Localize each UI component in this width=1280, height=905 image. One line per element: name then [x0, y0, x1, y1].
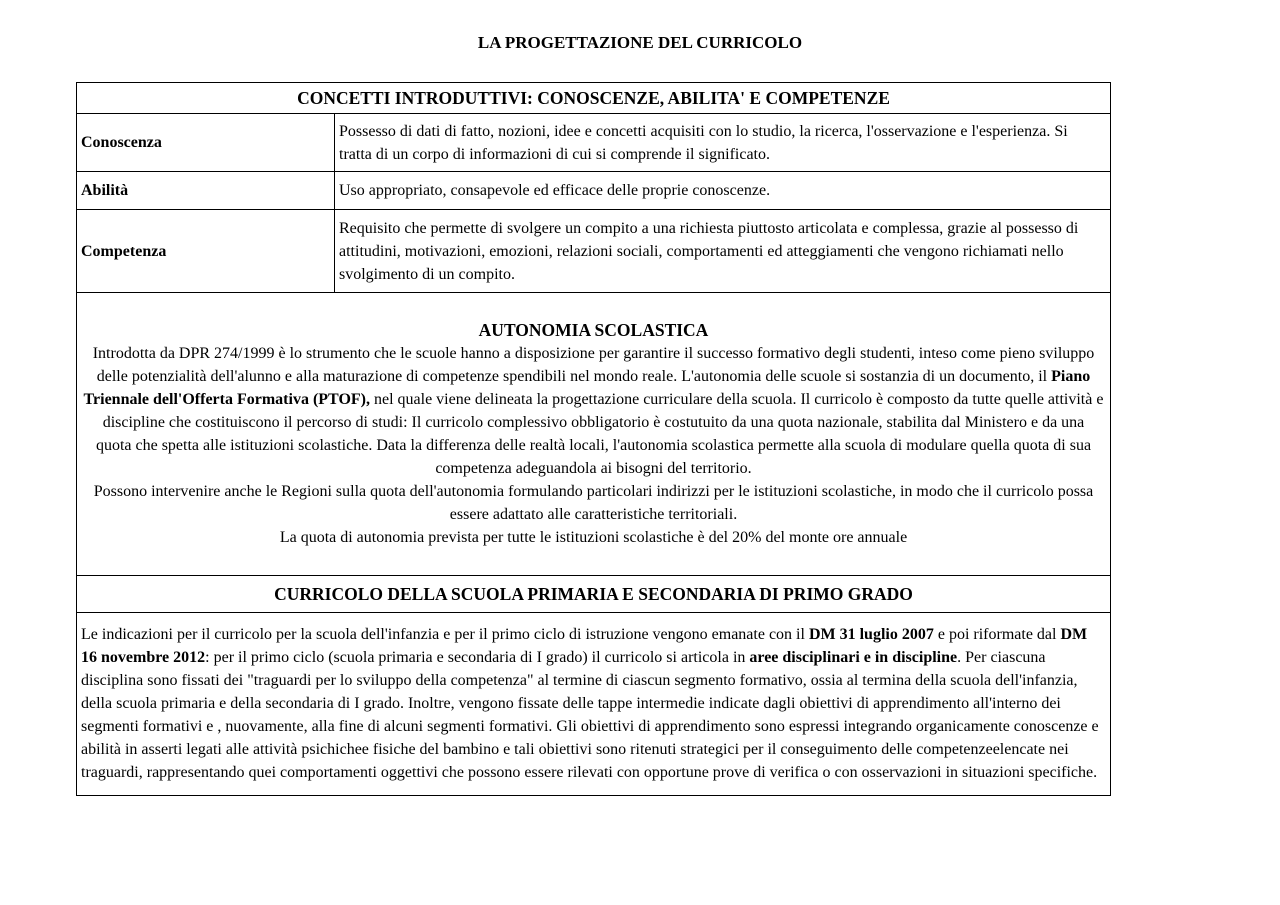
aree-discipline-emphasis: aree disciplinari e in discipline: [749, 649, 958, 666]
autonomia-p1-text-b: nel quale viene delineata la progettazione curriculare della scuola. Il curricolo è composto da tutte quelle attività e discipline che costituiscono il percorso di studi: Il curricolo complessivo obbligatorio è costutuito da una quota nazionale, stabilita dal Ministero e da una quota che spetta alle istituzioni scolastiche. Data la differenza delle realtà locali, l'autonomia scolastica permette alla scuola di modulare quella quota di sua competenza adeguandola ai bisogni del territorio.: [95, 391, 1104, 477]
autonomia-heading: AUTONOMIA SCOLASTICA: [478, 320, 709, 340]
table-row-conoscenza: [77, 114, 1111, 172]
curricolo-text-3: : per il primo ciclo (scuola primaria e secondaria di I grado) il curricolo si articola in: [205, 649, 750, 666]
definition-competenza: Requisito che permette di svolgere un compito a una richiesta piuttosto articolata e complessa, grazie al possesso di attitudini, motivazioni, emozioni, relazioni sociali, comportamenti ed atteggiamenti che vengono richiamati nello svolgimento di un compito.: [335, 210, 1111, 293]
table-row-abilita: [77, 172, 1111, 210]
autonomia-paragraph-2: Possono intervenire anche le Regioni sulla quota dell'autonomia formulando particolari indirizzi per le istituzioni scolastiche, in modo che il curricolo possa essere adattato alle caratteristiche territoriali.: [93, 483, 1094, 523]
dm-2007-emphasis: DM 31 luglio 2007: [808, 626, 934, 643]
term-abilita: Abilità: [77, 172, 335, 210]
term-competenza: Competenza: [77, 210, 335, 293]
definition-abilita: Uso appropriato, consapevole ed efficace delle proprie conoscenze.: [335, 172, 1111, 210]
dm-2012-emphasis: DM 16 novembre 2012: [81, 626, 1088, 666]
curricolo-text-4: . Per ciascuna disciplina sono fissati dei "traguardi per lo sviluppo della competenza" al termine di ciascun segmento formativo, ossia al termina della scuola dell'infanzia, della scuola primaria e della secondaria di I grado. Inoltre, vengono fissate delle tappe intermedie indicate dagli obiettivi di apprendimento all'interno dei segmenti formativi e , nuovamente, alla fine di alcuni segmenti formativi. Gli obiettivi di apprendimento sono espressi integrando organicamente conoscenze e abilità in asserti legati alle attività psichichee fisiche del bambino e tali obiettivi sono ritenuti strategici per il conseguimento delle competenzeelencate nei traguardi, rappresentando quei comportamenti oggettivi che possono essere rilevati con opportune prove di verifica o con osservazioni in situazioni specifiche.: [81, 649, 1099, 781]
term-conoscenza: Conoscenza: [77, 114, 335, 172]
document-title: LA PROGETTAZIONE DEL CURRICOLO: [477, 33, 803, 52]
curricolo-section: [77, 613, 1111, 796]
autonomia-section: [77, 293, 1111, 576]
curricolo-cell: [77, 613, 1111, 796]
definition-conoscenza: Possesso di dati di fatto, nozioni, idee e concetti acquisiti con lo studio, la ricerca, l'osservazione e l'esperienza. Si tratta di un corpo di informazioni di cui si comprende il significato.: [335, 114, 1111, 172]
autonomia-paragraph-1: [83, 342, 1104, 480]
autonomia-cell: [77, 293, 1111, 576]
intro-heading: CONCETTI INTRODUTTIVI: CONOSCENZE, ABILITA' E COMPETENZE: [77, 83, 1111, 114]
autonomia-paragraph-3: La quota di autonomia prevista per tutte le istituzioni scolastiche è del 20% del monte ore annuale: [279, 529, 908, 546]
autonomia-p1-text-a: Introdotta da DPR 274/1999 è lo strumento che le scuole hanno a disposizione per garantire il successo formativo degli studenti, inteso come pieno sviluppo delle potenzialità dell'alunno e alla maturazione di competenze spendibili nel mondo reale. L'autonomia delle scuole si sostanzia di un documento, il: [92, 345, 1095, 385]
table-row-competenza: [77, 210, 1111, 293]
ptof-emphasis: Piano Triennale dell'Offerta Formativa (PTOF),: [83, 368, 1091, 408]
curricolo-text-1: Le indicazioni per il curricolo per la scuola dell'infanzia e per il primo ciclo di istruzione vengono emanate con il: [81, 626, 809, 643]
curricolo-heading: CURRICOLO DELLA SCUOLA PRIMARIA E SECONDARIA DI PRIMO GRADO: [77, 576, 1111, 613]
curricolo-text-2: e poi riformate dal: [933, 626, 1061, 643]
curriculum-table: [76, 82, 1111, 796]
